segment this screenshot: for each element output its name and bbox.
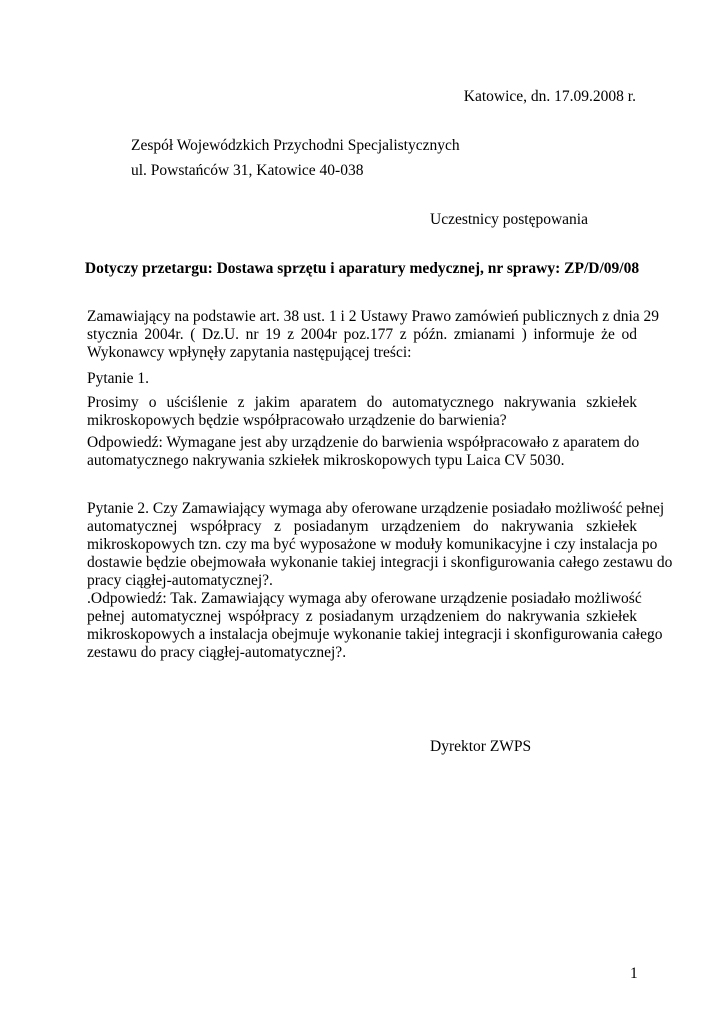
signature: Dyrektor ZWPS bbox=[430, 738, 532, 755]
question-1-text bbox=[87, 394, 637, 430]
answer-2-line: pełnej automatycznej współpracy z posiadanym urządzeniem do nakrywania szkiełek bbox=[87, 608, 637, 625]
page-number: 1 bbox=[630, 965, 638, 982]
question-2-line: Pytanie 2. Czy Zamawiający wymaga aby oferowane urządzenie posiadało możliwość pełnej bbox=[87, 500, 665, 517]
question-1-line: mikroskopowych będzie współpracowało urządzenie do barwienia? bbox=[87, 412, 507, 429]
document-date: Katowice, dn. 17.09.2008 r. bbox=[463, 88, 636, 105]
intro-line: Zamawiający na podstawie art. 38 ust. 1 i 2 Ustawy Prawo zamówień publicznych z dnia 29 bbox=[87, 308, 660, 325]
document-subject: Dotyczy przetargu: Dostawa sprzętu i aparatury medycznej, nr sprawy: ZP/D/09/08 bbox=[84, 260, 640, 277]
answer-1-text bbox=[87, 434, 640, 470]
answer-1-line: automatycznego nakrywania szkiełek mikroskopowych typu Laica CV 5030. bbox=[87, 452, 565, 469]
question-2-line: mikroskopowych tzn. czy ma być wyposażone w moduły komunikacyjne i czy instalacja po bbox=[87, 536, 658, 553]
question-2-line: dostawie będzie obejmowała wykonanie takiej integracji i skonfigurowania całego zestawu do bbox=[87, 554, 673, 571]
answer-2-line: .Odpowiedź: Tak. Zamawiający wymaga aby oferowane urządzenie posiadało możliwość bbox=[87, 590, 642, 607]
question-2-line: pracy ciągłej-automatycznej?. bbox=[87, 572, 273, 589]
answer-2-text bbox=[87, 590, 663, 662]
question-2-text bbox=[87, 500, 673, 590]
question-1-line: Prosimy o uściślenie z jakim aparatem do automatycznego nakrywania szkiełek bbox=[87, 394, 637, 411]
intro-line: Wykonawcy wpłynęły zapytania następującej treści: bbox=[87, 344, 412, 361]
question-1-label-text: Pytanie 1. bbox=[87, 370, 149, 387]
organization-name: Zespół Wojewódzkich Przychodni Specjalistycznych bbox=[131, 137, 460, 154]
question-2-line: automatycznej współpracy z posiadanym urządzeniem do nakrywania szkiełek bbox=[87, 518, 637, 535]
answer-1-line: Odpowiedź: Wymagane jest aby urządzenie do barwienia współpracowało z aparatem do bbox=[87, 434, 640, 451]
answer-2-line: mikroskopowych a instalacja obejmuje wykonanie takiej integracji i skonfigurowania całego bbox=[87, 626, 663, 643]
organization-address: ul. Powstańców 31, Katowice 40-038 bbox=[131, 162, 364, 179]
question-1-label bbox=[87, 370, 637, 388]
intro-paragraph bbox=[87, 308, 660, 362]
intro-line: stycznia 2004r. ( Dz.U. nr 19 z 2004r poz.177 z późn. zmianami ) informuje że od bbox=[87, 326, 637, 343]
answer-2-line: zestawu do pracy ciągłej-automatycznej?. bbox=[87, 644, 347, 661]
recipients: Uczestnicy postępowania bbox=[430, 211, 588, 228]
